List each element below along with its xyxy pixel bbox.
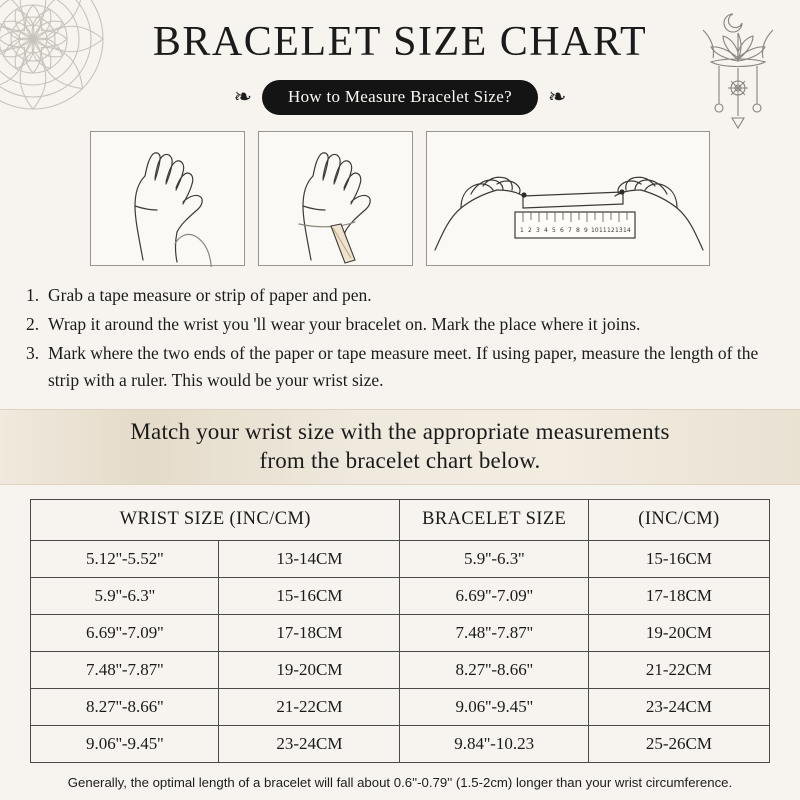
table-header-bracelet-units: (INC/CM) (588, 499, 769, 540)
subtitle-row (0, 80, 800, 115)
svg-text:2: 2 (528, 227, 532, 234)
svg-text:11: 11 (599, 227, 607, 234)
step-text: Grab a tape measure or strip of paper and pen. (48, 285, 372, 305)
cell-wrist-cm: 17-18CM (219, 614, 400, 651)
cell-wrist-cm: 15-16CM (219, 577, 400, 614)
cell-bracelet-inch: 5.9''-6.3'' (400, 540, 588, 577)
table-row (31, 651, 770, 688)
svg-text:5: 5 (552, 227, 556, 234)
cell-wrist-inch: 5.9''-6.3'' (31, 577, 219, 614)
table-header-wrist-size: WRIST SIZE (INC/CM) (31, 499, 400, 540)
table-row (31, 614, 770, 651)
table-row (31, 540, 770, 577)
step-number: 3. (26, 343, 40, 364)
table-head (31, 499, 770, 540)
svg-text:14: 14 (623, 227, 631, 234)
table-header-row (31, 499, 770, 540)
cell-wrist-cm: 21-22CM (219, 688, 400, 725)
table-row (31, 725, 770, 762)
footnote: Generally, the optimal length of a bracelet will fall about 0.6''-0.79'' (1.5-2cm) longer than your wrist circumference. (67, 774, 733, 790)
page-title: BRACELET SIZE CHART (152, 19, 648, 65)
cell-bracelet-inch: 9.84''-10.23 (400, 725, 588, 762)
svg-text:12: 12 (607, 227, 615, 234)
cell-wrist-inch: 5.12''-5.52'' (31, 540, 219, 577)
banner-line-1: Match your wrist size with the appropriate measurements (130, 419, 670, 445)
cell-wrist-cm: 19-20CM (219, 651, 400, 688)
cell-bracelet-inch: 6.69''-7.09'' (400, 577, 588, 614)
cell-bracelet-cm: 21-22CM (588, 651, 769, 688)
cell-bracelet-inch: 7.48''-7.87'' (400, 614, 588, 651)
step-text: Mark where the two ends of the paper or tape measure meet. If using paper, measure the length of the strip with a ruler. This would be your wrist size. (48, 343, 759, 391)
size-table-wrapper (30, 499, 770, 763)
table-body (31, 540, 770, 762)
cell-bracelet-cm: 25-26CM (588, 725, 769, 762)
hand-with-tape-measure-illustration (90, 131, 245, 266)
svg-text:6: 6 (560, 227, 564, 234)
svg-text:10: 10 (591, 227, 599, 234)
size-table (30, 499, 770, 763)
table-header-bracelet-size: BRACELET SIZE (400, 499, 588, 540)
cell-wrist-inch: 8.27''-8.66'' (31, 688, 219, 725)
cell-wrist-inch: 6.69''-7.09'' (31, 614, 219, 651)
cell-bracelet-cm: 15-16CM (588, 540, 769, 577)
list-item (26, 340, 774, 394)
hand-with-paper-strip-illustration (258, 131, 413, 266)
step-number: 1. (26, 285, 40, 305)
cell-bracelet-cm: 17-18CM (588, 577, 769, 614)
cell-wrist-cm: 13-14CM (219, 540, 400, 577)
flourish-right-icon: ❧ (547, 84, 567, 110)
match-size-banner (0, 409, 800, 485)
subtitle-pill: How to Measure Bracelet Size? (262, 80, 538, 115)
svg-text:1: 1 (520, 227, 524, 234)
illustration-row (0, 131, 800, 266)
cell-bracelet-cm: 23-24CM (588, 688, 769, 725)
list-item (26, 282, 774, 309)
svg-text:8: 8 (576, 227, 580, 234)
svg-text:9: 9 (584, 227, 588, 234)
step-text: Wrap it around the wrist you 'll wear your bracelet on. Mark the place where it joins. (48, 314, 641, 335)
banner-line-2: from the bracelet chart below. (259, 447, 541, 473)
cell-wrist-inch: 7.48''-7.87'' (31, 651, 219, 688)
table-row (31, 577, 770, 614)
step-number: 2. (26, 314, 40, 335)
cell-wrist-inch: 9.06''-9.45'' (31, 725, 219, 762)
list-item (26, 311, 774, 338)
svg-text:4: 4 (544, 227, 548, 234)
flourish-left-icon: ❧ (233, 84, 253, 110)
cell-bracelet-inch: 9.06''-9.45'' (400, 688, 588, 725)
svg-text:7: 7 (568, 227, 572, 234)
svg-text:13: 13 (615, 227, 623, 234)
steps-list (26, 282, 774, 395)
cell-wrist-cm: 23-24CM (219, 725, 400, 762)
cell-bracelet-inch: 8.27''-8.66'' (400, 651, 588, 688)
measuring-strip-with-ruler-illustration (426, 131, 710, 266)
svg-text:3: 3 (536, 227, 540, 234)
cell-bracelet-cm: 19-20CM (588, 614, 769, 651)
table-row (31, 688, 770, 725)
